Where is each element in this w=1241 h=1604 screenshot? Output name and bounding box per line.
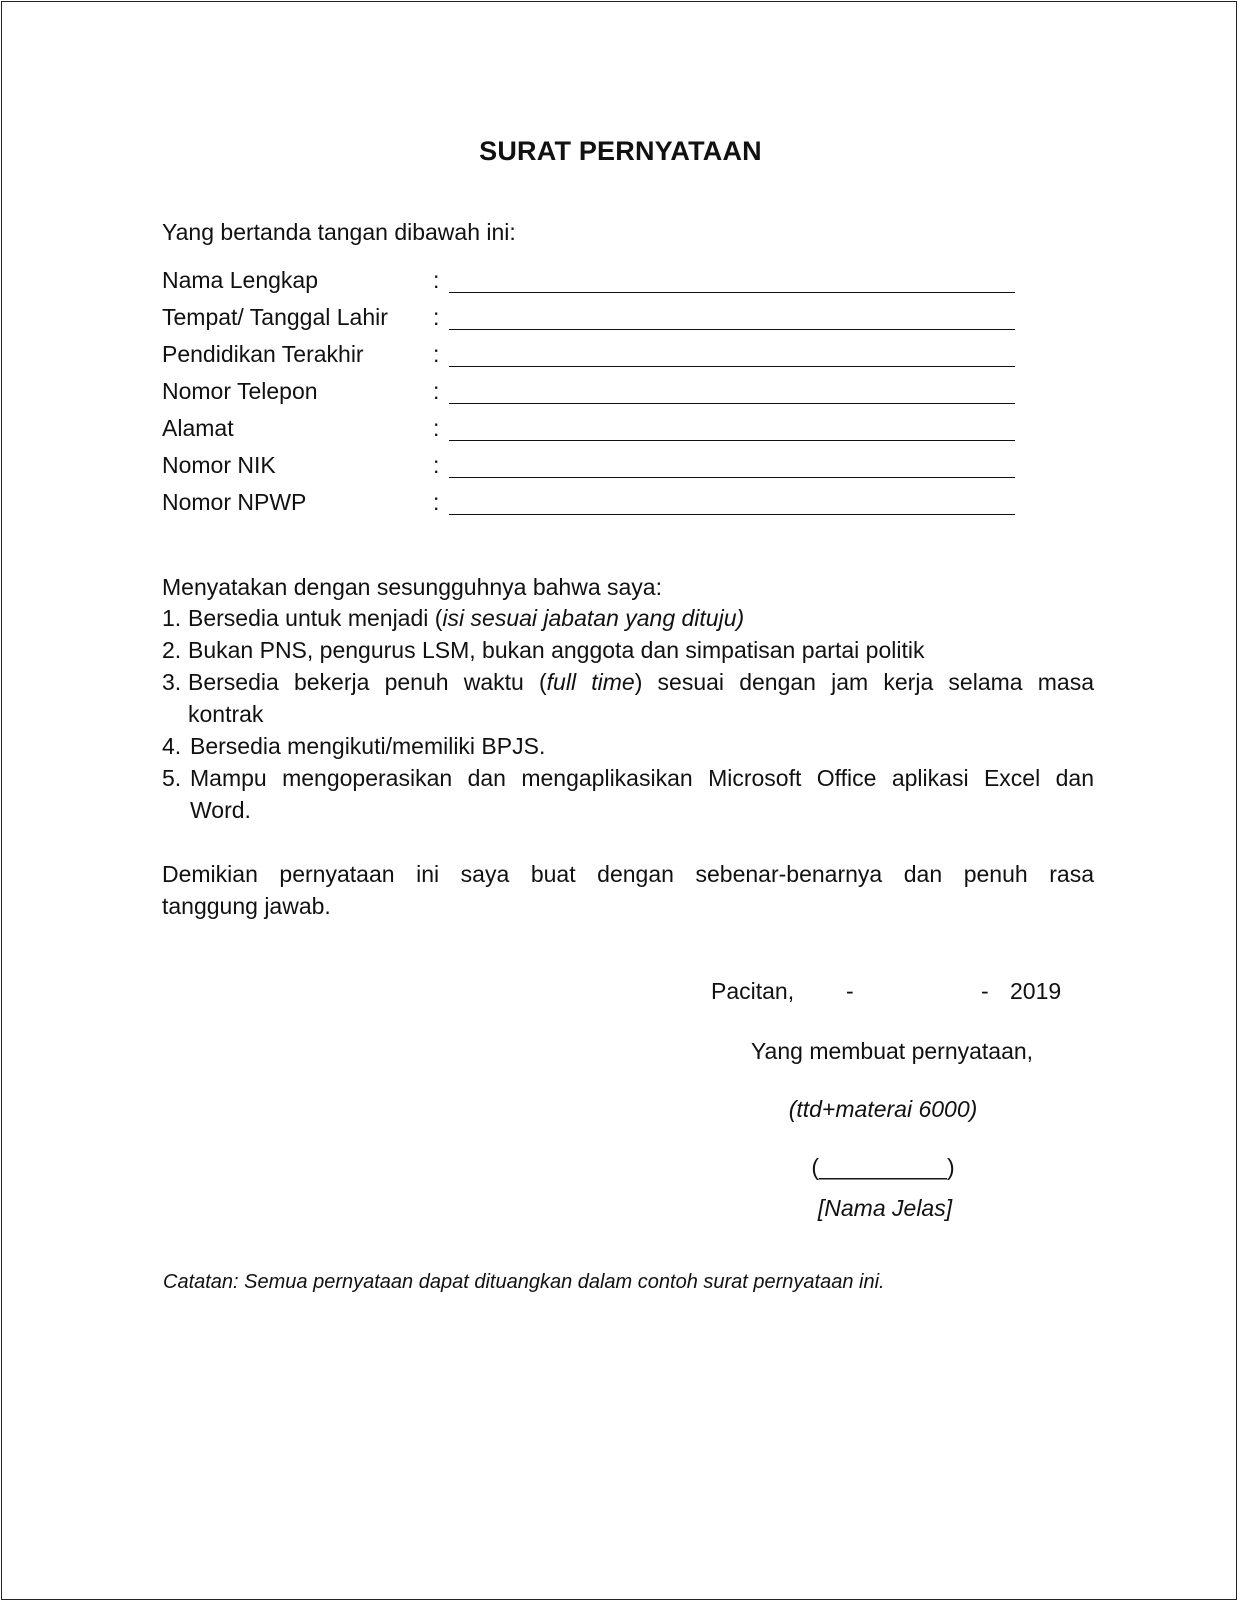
page-title: SURAT PERNYATAAN — [479, 136, 762, 166]
closing-paragraph — [162, 858, 1094, 922]
list-item-1 — [188, 602, 1094, 634]
field-colon: : — [433, 304, 440, 330]
field-label-npwp: Nomor NPWP — [162, 489, 307, 515]
field-blank-npwp — [449, 514, 1015, 515]
field-label-alamat: Alamat — [162, 415, 234, 441]
list-number: 3. — [162, 669, 182, 695]
list-number: 2. — [162, 637, 182, 663]
field-label-nik: Nomor NIK — [162, 452, 276, 478]
field-blank-pendidikan — [449, 366, 1015, 367]
year-text: 2019 — [1010, 978, 1062, 1004]
item-text: ) sesuai dengan jam kerja selama masa — [634, 669, 1094, 695]
list-item-3 — [188, 666, 1094, 698]
stamp-note: (ttd+materai 6000) — [788, 1096, 978, 1122]
field-colon: : — [433, 489, 440, 515]
field-blank-alamat — [449, 440, 1015, 441]
item-text-italic: full time — [546, 669, 635, 695]
name-blank: (__________) — [811, 1154, 955, 1180]
field-blank-telepon — [449, 403, 1015, 404]
field-blank-nama — [449, 292, 1015, 293]
field-colon: : — [433, 452, 440, 478]
intro-text: Yang bertanda tangan dibawah ini: — [162, 219, 516, 245]
field-label-pendidikan: Pendidikan Terakhir — [162, 341, 364, 367]
field-label-nama: Nama Lengkap — [162, 267, 318, 293]
footnote: Catatan: Semua pernyataan dapat dituangkan dalam contoh surat pernyataan ini. — [163, 1271, 885, 1293]
field-colon: : — [433, 378, 440, 404]
list-number: 4. — [162, 733, 182, 759]
list-item-3-continued: kontrak — [188, 701, 264, 727]
item-text: Bersedia untuk menjadi ( — [188, 605, 443, 631]
list-item-5: Mampu mengoperasikan dan mengaplikasikan Microsoft Office aplikasi Excel dan — [190, 765, 1094, 791]
list-item-4: Bersedia mengikuti/memiliki BPJS. — [190, 733, 546, 759]
list-item-2: Bukan PNS, pengurus LSM, bukan anggota dan simpatisan partai politik — [188, 637, 925, 663]
closing-line-2: tanggung jawab. — [162, 893, 331, 919]
list-item-5-continued: Word. — [190, 797, 251, 823]
list-number: 1. — [162, 605, 182, 631]
field-blank-nik — [449, 477, 1015, 478]
closing-line-1: Demikian pernyataan ini saya buat dengan sebenar-benarnya dan penuh rasa — [162, 861, 1094, 887]
item-text-italic: isi sesuai jabatan yang dituju) — [442, 605, 745, 631]
place-text: Pacitan, — [711, 978, 795, 1004]
field-blank-ttl — [449, 329, 1015, 330]
name-placeholder: [Nama Jelas] — [817, 1195, 953, 1221]
field-label-telepon: Nomor Telepon — [162, 378, 318, 404]
statement-intro: Menyatakan dengan sesungguhnya bahwa saya: — [162, 574, 662, 600]
field-colon: : — [433, 341, 440, 367]
field-label-ttl: Tempat/ Tanggal Lahir — [162, 304, 388, 330]
date-dash: - — [981, 978, 989, 1004]
field-colon: : — [433, 415, 440, 441]
list-number: 5. — [162, 765, 182, 791]
item-text: Bersedia bekerja penuh waktu ( — [188, 669, 547, 695]
date-dash: - — [846, 978, 854, 1004]
field-colon: : — [433, 267, 440, 293]
signer-label: Yang membuat pernyataan, — [750, 1038, 1034, 1064]
